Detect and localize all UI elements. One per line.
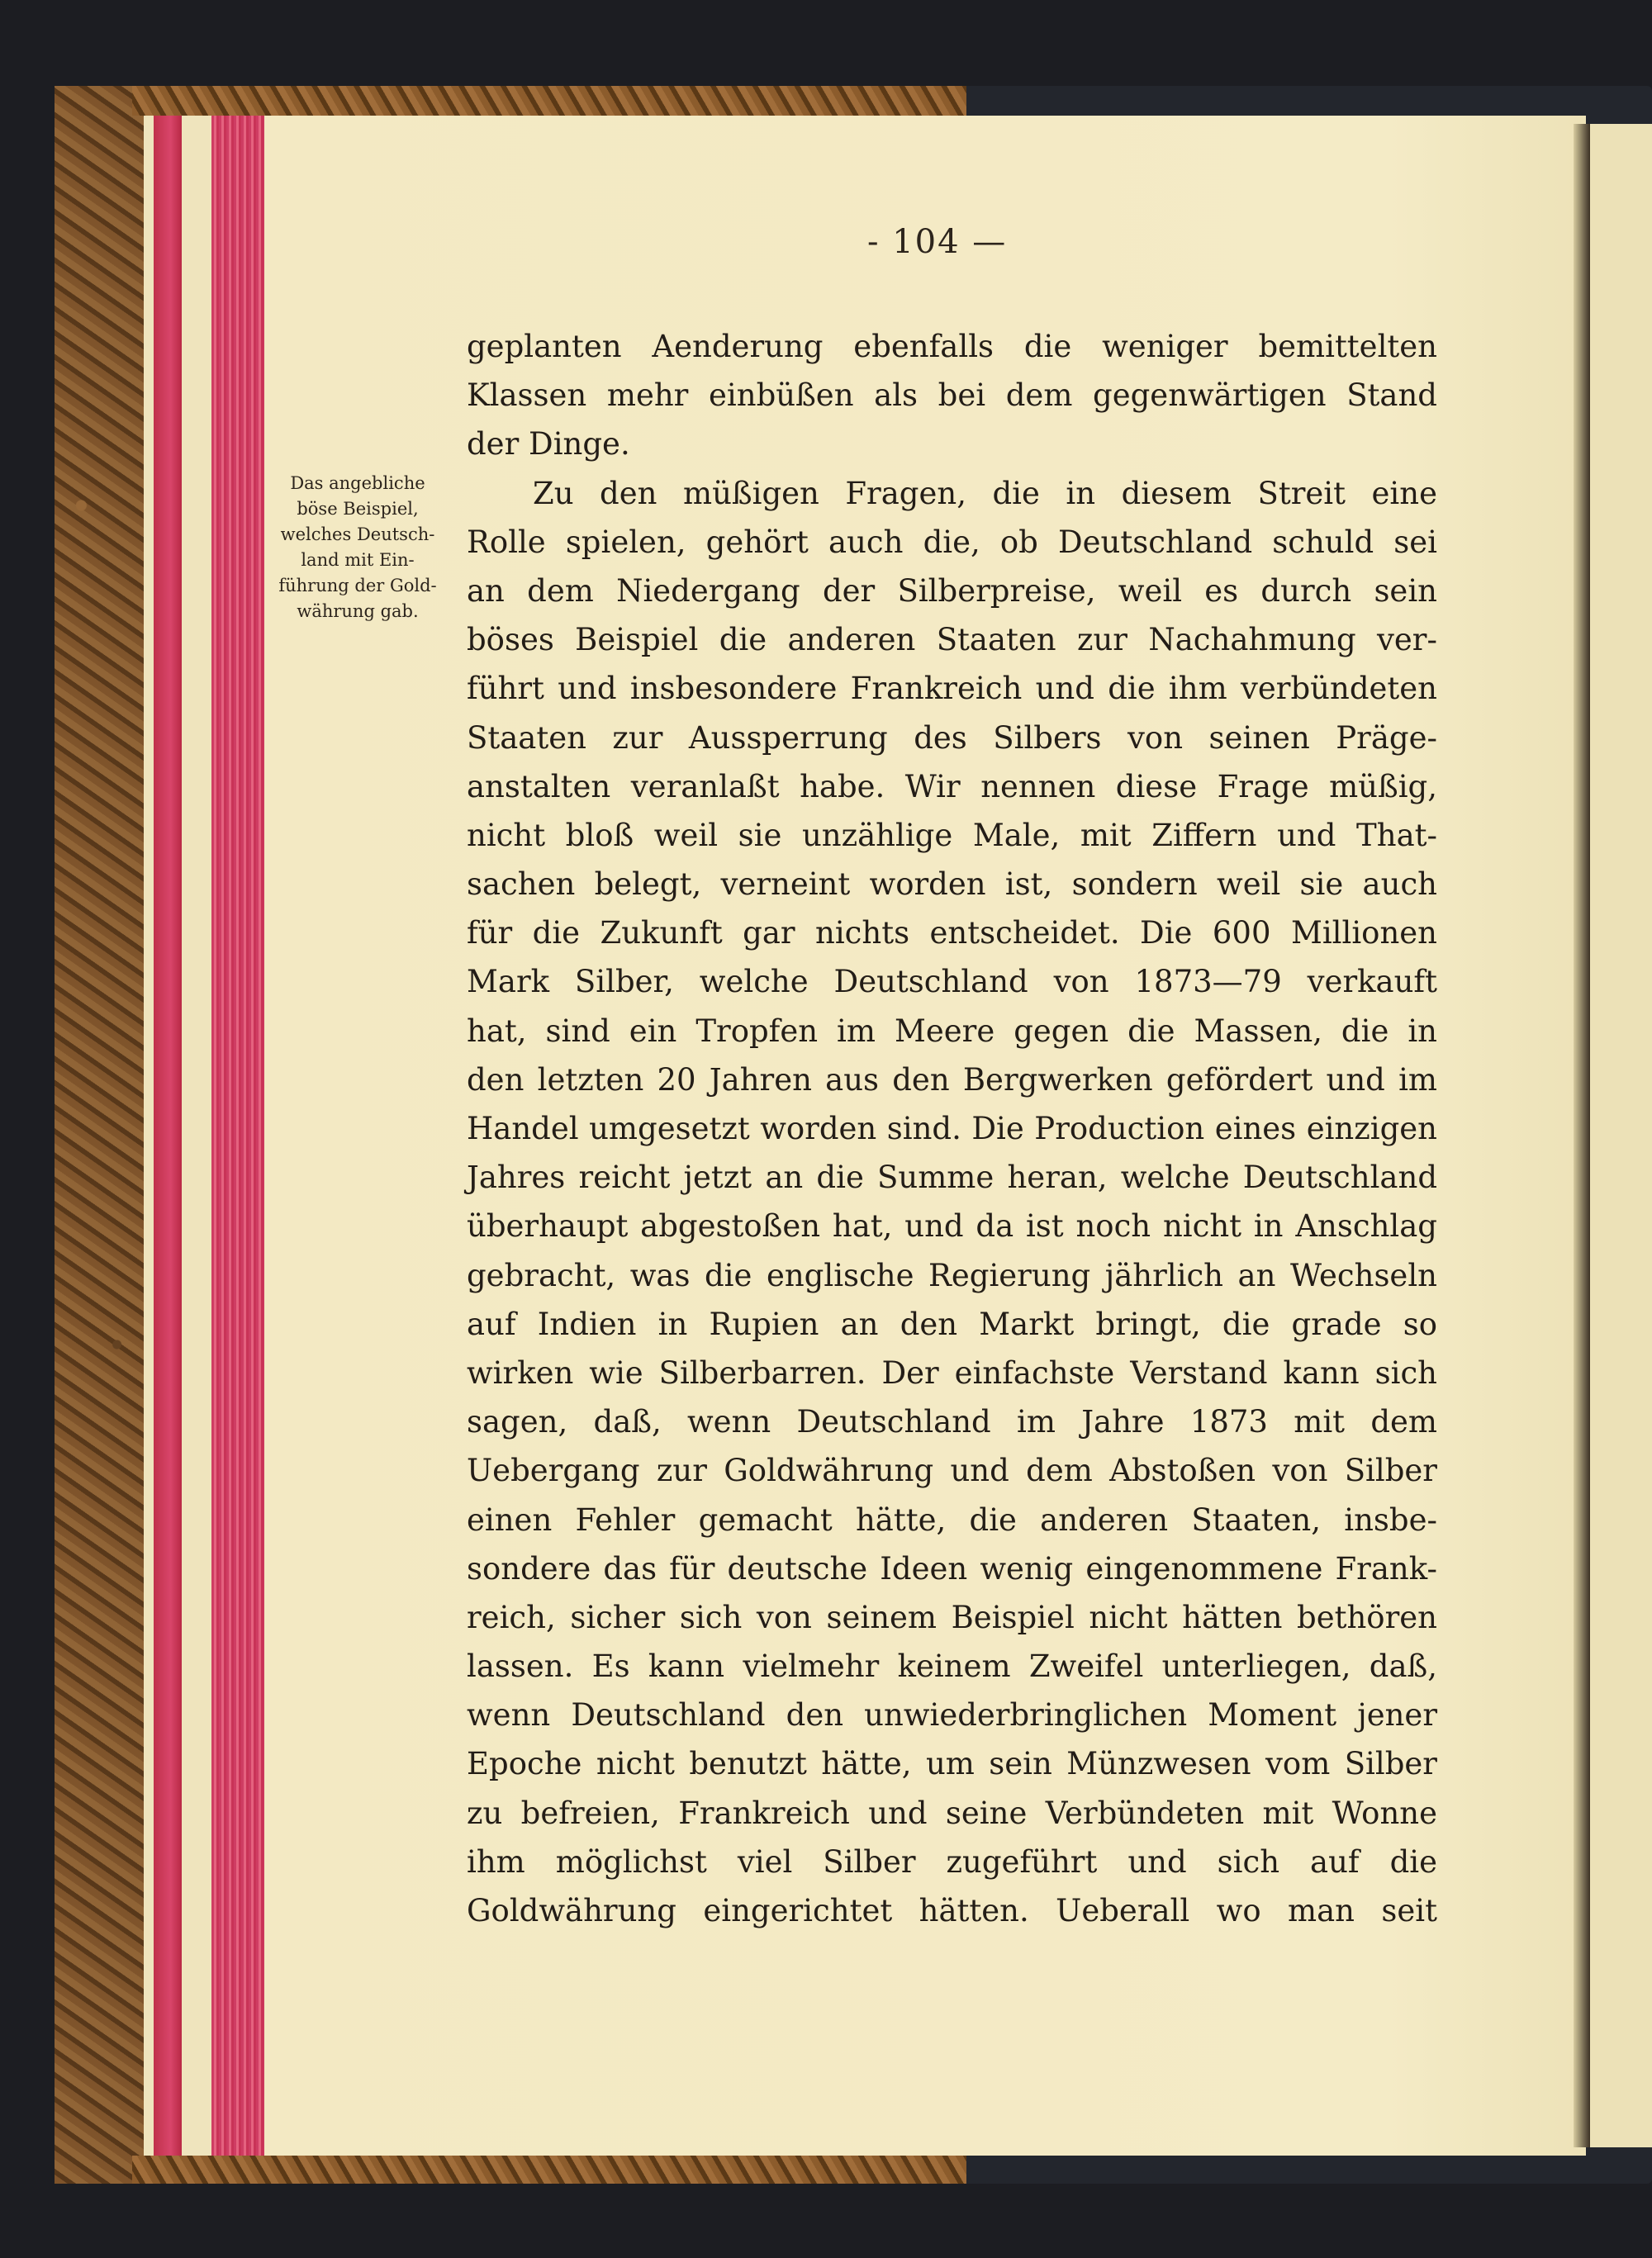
text-line: geplanten Aenderung ebenfalls die weniger bemittelten <box>467 329 1437 364</box>
text-line: Jahres reicht jetzt an die Summe heran, welche Deutschland <box>467 1160 1437 1196</box>
text-line: Epoche nicht benutzt hätte, um sein Münzwesen vom Silber <box>467 1746 1437 1782</box>
text-line: gebracht, was die englische Regierung jährlich an Wechseln <box>467 1257 1437 1293</box>
text-line: Uebergang zur Goldwährung und dem Abstoßen von Silber <box>467 1453 1437 1489</box>
margin-note-line: welches Deutsch- <box>280 524 435 544</box>
text-line: wenn Deutschland den unwiederbringlichen Moment jener <box>467 1697 1437 1734</box>
text-line: nicht bloß weil sie unzählige Male, mit Ziffern und That- <box>467 817 1437 853</box>
text-line: Klassen mehr einbüßen als bei dem gegenwärtigen Stand <box>467 377 1437 414</box>
page-gutter <box>1574 124 1590 2147</box>
margin-note-line: Das angebliche <box>290 473 425 493</box>
text-line: anstalten veranlaßt habe. Wir nennen diese Frage müßig, <box>467 768 1437 804</box>
margin-note <box>263 471 453 624</box>
text-line: Mark Silber, welche Deutschland von 1873—79 verkauft <box>467 964 1437 1000</box>
body-text <box>467 322 1437 1935</box>
text-line: Goldwährung eingerichtet hätten. Ueberall wo man seit <box>467 1893 1437 1928</box>
page-edge-gap <box>182 116 211 2156</box>
facing-page-edge <box>1590 124 1652 2147</box>
text-line: führt und insbesondere Frankreich und die ihm verbündeten <box>467 671 1437 707</box>
text-line: den letzten 20 Jahren aus den Bergwerken gefördert und im <box>467 1061 1437 1098</box>
margin-note-line: führung der Gold- <box>278 576 437 595</box>
marbled-cover-top <box>132 86 966 116</box>
text-line: Rolle spielen, gehört auch die, ob Deutschland schuld sei <box>467 524 1437 560</box>
text-line: reich, sicher sich von seinem Beispiel nicht hätten bethören <box>467 1599 1437 1635</box>
margin-note-line: währung gab. <box>297 601 419 621</box>
text-line: einen Fehler gemacht hätte, die anderen Staaten, insbe- <box>467 1501 1437 1538</box>
text-line: hat, sind ein Tropfen im Meere gegen die Massen, die in <box>467 1013 1437 1049</box>
text-line: an dem Niedergang der Silberpreise, weil es durch sein <box>467 572 1437 609</box>
text-line: zu befreien, Frankreich und seine Verbündeten mit Wonne <box>467 1795 1437 1831</box>
text-line: überhaupt abgestoßen hat, und da ist noch nicht in Anschlag <box>467 1208 1437 1245</box>
text-line: böses Beispiel die anderen Staaten zur Nachahmung ver- <box>467 622 1437 658</box>
text-line: Zu den müßigen Fragen, die in diesem Streit eine <box>533 475 1437 511</box>
text-line: wirken wie Silberbarren. Der einfachste Verstand kann sich <box>467 1354 1437 1391</box>
text-line: sagen, daß, wenn Deutschland im Jahre 1873 mit dem <box>467 1404 1437 1440</box>
text-line: lassen. Es kann vielmehr keinem Zweifel unterliegen, daß, <box>467 1648 1437 1685</box>
text-line: sondere das für deutsche Ideen wenig eingenommene Frank- <box>467 1550 1437 1587</box>
text-line: Staaten zur Aussperrung des Silbers von seinen Präge- <box>467 719 1437 756</box>
margin-note-line: land mit Ein- <box>301 550 415 570</box>
text-line: sachen belegt, verneint worden ist, sondern weil sie auch <box>467 866 1437 903</box>
marbled-cover-edge <box>55 86 144 2184</box>
page-number: - 104 — <box>867 223 1008 261</box>
text-line: der Dinge. <box>467 426 630 463</box>
text-line: auf Indien in Rupien an den Markt bringt, die grade so <box>467 1306 1437 1342</box>
margin-note-line: böse Beispiel, <box>297 499 419 519</box>
red-page-edge <box>154 116 182 2156</box>
marbled-cover-bottom <box>132 2156 966 2184</box>
text-line: ihm möglichst viel Silber zugeführt und sich auf die <box>467 1843 1437 1880</box>
text-line: Handel umgesetzt worden sind. Die Production eines einzigen <box>467 1111 1437 1146</box>
red-page-edges-stack <box>211 116 264 2156</box>
text-line: für die Zukunft gar nichts entscheidet. Die 600 Millionen <box>467 915 1437 951</box>
